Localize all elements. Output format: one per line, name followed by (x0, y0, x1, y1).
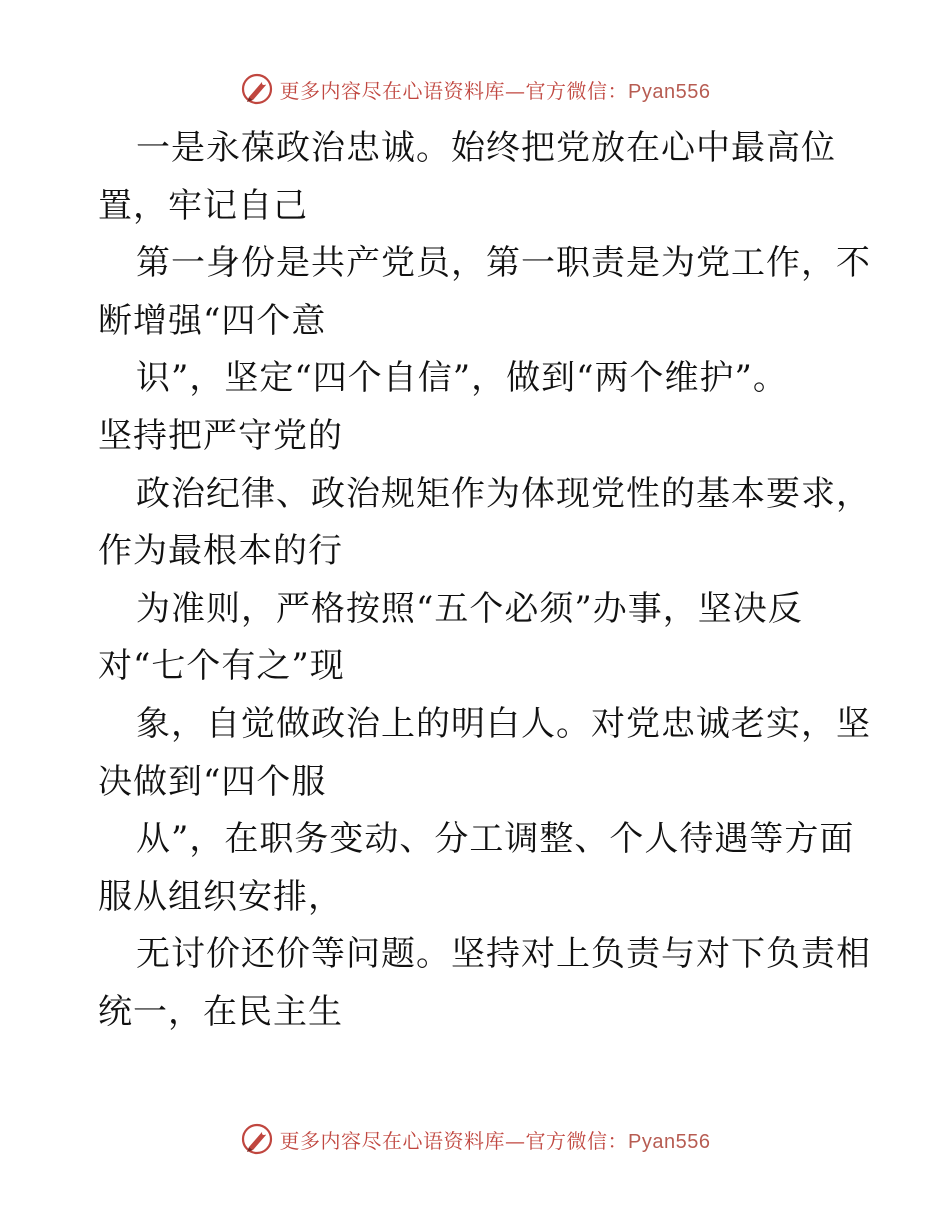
text-line: 作为最根本的行 (98, 531, 343, 572)
header-banner-label: 更多内容尽在心语资料库—官方微信： (279, 78, 629, 103)
body-text (98, 120, 871, 1042)
pen-logo-icon (240, 72, 274, 106)
pen-logo-icon (240, 1122, 274, 1156)
text-line: 坚持把严守党的 (98, 415, 343, 456)
text-line: 识”，坚定“四个自信”，做到“两个维护”。 (136, 358, 788, 399)
footer-banner-label: 更多内容尽在心语资料库—官方微信： (279, 1128, 629, 1153)
text-line: 统一，在民主生 (98, 991, 343, 1032)
footer-banner-text (280, 1125, 711, 1154)
header-banner-text (280, 75, 711, 104)
header-banner (0, 72, 950, 106)
footer-wechat-id: Pyan556 (628, 1130, 711, 1153)
text-line: 第一身份是共产党员，第一职责是为党工作，不 (136, 243, 871, 284)
header-wechat-id: Pyan556 (628, 80, 711, 103)
text-line: 从”，在职务变动、分工调整、个人待遇等方面 (136, 819, 855, 860)
text-line: 象，自觉做政治上的明白人。对党忠诚老实，坚 (136, 703, 871, 744)
text-line: 断增强“四个意 (98, 300, 327, 341)
text-line: 为准则，严格按照“五个必须”办事，坚决反 (136, 588, 803, 629)
text-line: 决做到“四个服 (98, 761, 327, 802)
text-line: 无讨价还价等问题。坚持对上负责与对下负责相 (136, 934, 871, 975)
text-line: 置，牢记自己 (98, 185, 308, 226)
text-line: 一是永葆政治忠诚。始终把党放在心中最高位 (136, 128, 836, 168)
text-line: 服从组织安排， (98, 876, 343, 917)
footer-banner (0, 1122, 950, 1156)
text-line: 对“七个有之”现 (98, 646, 345, 687)
text-line: 政治纪律、政治规矩作为体现党性的基本要求， (136, 473, 871, 514)
